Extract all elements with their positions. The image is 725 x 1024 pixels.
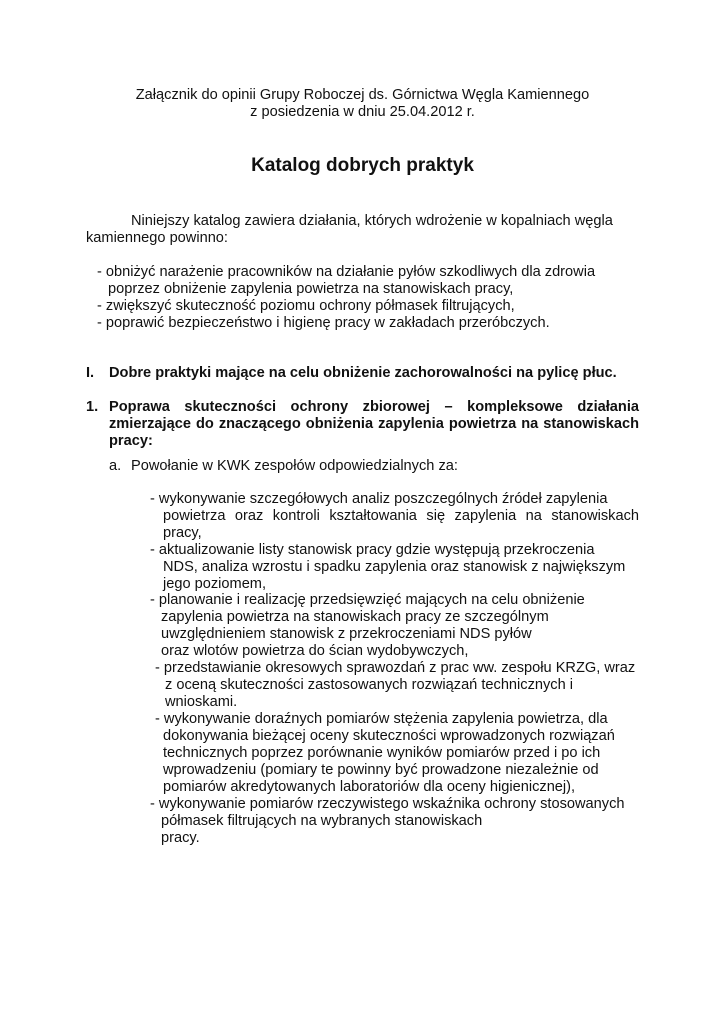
task-5-line-4: wprowadzeniu (pomiary te powinny być prowadzone niezależnie od bbox=[163, 762, 599, 778]
intro-line-2: kamiennego powinno: bbox=[86, 230, 228, 246]
task-5-line-2: dokonywania bieżącej oceny skuteczności wprowadzonych rozwiązań bbox=[163, 728, 615, 744]
task-6-line-1: - wykonywanie pomiarów rzeczywistego wskaźnika ochrony stosowanych bbox=[150, 796, 625, 812]
item-1a-label: a. bbox=[109, 458, 122, 474]
task-5-line-5: pomiarów akredytowanych laboratoriów dla oceny higienicznej), bbox=[163, 779, 576, 795]
task-4-line-1: - przedstawianie okresowych sprawozdań z prac ww. zespołu KRZG, wraz bbox=[155, 660, 636, 676]
task-3-line-1: - planowanie i realizację przedsięwzięć mających na celu obniżenie bbox=[150, 592, 585, 608]
section-1-heading: Dobre praktyki mające na celu obniżenie zachorowalności na pylicę płuc. bbox=[109, 365, 617, 381]
intro-line-1: Niniejszy katalog zawiera działania, których wdrożenie w kopalniach węgla bbox=[131, 213, 613, 229]
item-1-line-2: zmierzające do znaczącego obniżenia zapylenia powietrza na stanowiskach bbox=[109, 416, 639, 432]
task-3-line-3: uwzględnieniem stanowisk z przekroczeniami NDS pyłów bbox=[161, 626, 532, 642]
goal-1-line-1: - obniżyć narażenie pracowników na działanie pyłów szkodliwych dla zdrowia bbox=[97, 264, 596, 280]
task-5-line-3: technicznych poprzez porównanie wyników pomiarów przed i po ich bbox=[163, 745, 601, 761]
task-2-line-3: jego poziomem, bbox=[163, 576, 267, 592]
header-line-2: z posiedzenia w dniu 25.04.2012 r. bbox=[250, 104, 475, 120]
task-2-line-2: NDS, analiza wzrostu i spadku zapylenia oraz stanowisk z największym bbox=[163, 559, 626, 575]
item-1a-text: Powołanie w KWK zespołów odpowiedzialnych za: bbox=[131, 458, 458, 474]
goal-1-line-2: poprzez obniżenie zapylenia powietrza na stanowiskach pracy, bbox=[108, 281, 514, 297]
goal-2: - zwiększyć skuteczność poziomu ochrony półmasek filtrujących, bbox=[97, 298, 515, 314]
header-line-1: Załącznik do opinii Grupy Roboczej ds. Górnictwa Węgla Kamiennego bbox=[135, 87, 590, 103]
task-6-line-2: półmasek filtrujących na wybranych stanowiskach bbox=[161, 813, 483, 829]
task-3-line-2: zapylenia powietrza na stanowiskach pracy ze szczególnym bbox=[161, 609, 549, 625]
task-1-line-1: - wykonywanie szczegółowych analiz poszczególnych źródeł zapylenia bbox=[150, 491, 608, 507]
document-title: Katalog dobrych praktyk bbox=[251, 155, 474, 176]
goal-3: - poprawić bezpieczeństwo i higienę pracy w zakładach przeróbczych. bbox=[97, 315, 550, 331]
item-1-line-3: pracy: bbox=[109, 433, 153, 449]
item-1-number: 1. bbox=[86, 399, 99, 415]
task-1-line-3: pracy, bbox=[163, 525, 202, 541]
item-1-line-1: Poprawa skuteczności ochrony zbiorowej – kompleksowe działania bbox=[109, 399, 639, 415]
task-1-line-2: powietrza oraz kontroli kształtowania się zapylenia na stanowiskach bbox=[163, 508, 639, 524]
task-5-line-1: - wykonywanie doraźnych pomiarów stężenia zapylenia powietrza, dla bbox=[155, 711, 608, 727]
section-1-number: I. bbox=[86, 365, 95, 381]
task-2-line-1: - aktualizowanie listy stanowisk pracy gdzie występują przekroczenia bbox=[150, 542, 595, 558]
task-4-line-3: wnioskami. bbox=[165, 694, 238, 710]
task-3-line-4: oraz wlotów powietrza do ścian wydobywczych, bbox=[161, 643, 469, 659]
task-6-line-3: pracy. bbox=[161, 830, 200, 846]
task-4-line-2: z oceną skuteczności zastosowanych rozwiązań technicznych i bbox=[165, 677, 574, 693]
